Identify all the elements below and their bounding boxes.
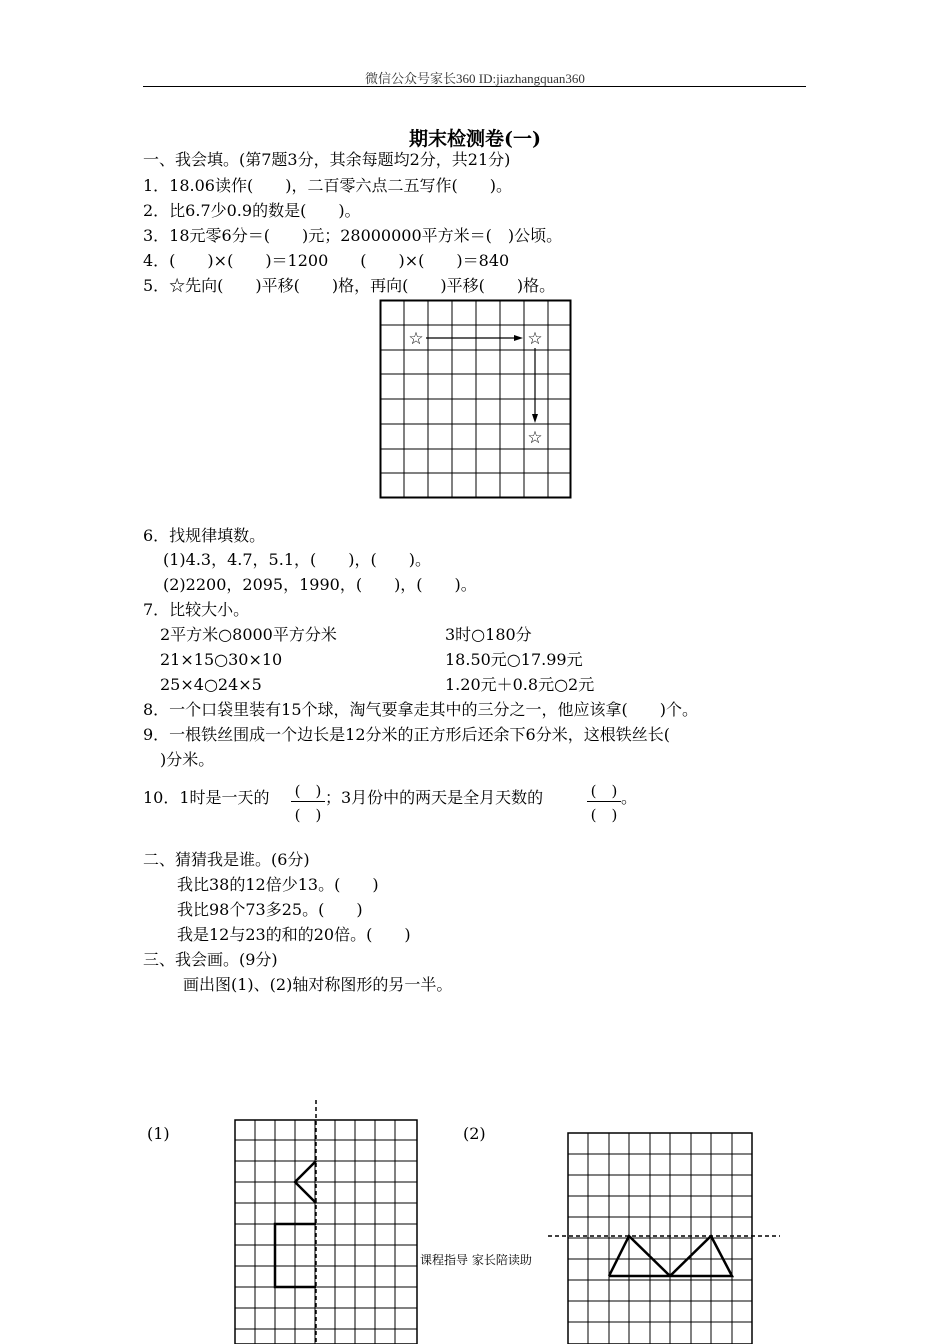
- riddle-item: 我比38的12倍少13。( ): [177, 875, 379, 894]
- question-7: 7．比较大小。: [143, 600, 250, 619]
- symmetry-grid-1: [234, 1100, 424, 1344]
- figure-2-label: (2): [463, 1124, 486, 1143]
- footer-watermark: 课程指导 家长陪读助: [420, 1253, 532, 1267]
- fraction-numerator: ( ): [590, 782, 618, 800]
- question-8: 8．一个口袋里装有15个球，淘气要拿走其中的三分之一，他应该拿( )个。: [143, 700, 699, 719]
- question-6: 6．找规律填数。: [143, 526, 266, 545]
- fraction-numerator: ( ): [294, 782, 322, 800]
- section3-instruction: 画出图(1)、(2)轴对称图形的另一半。: [183, 975, 453, 994]
- question-3: 3．18元零6分＝( )元；28000000平方米＝( )公顷。: [143, 226, 563, 245]
- star-icon: ☆: [527, 329, 543, 349]
- section3-heading: 三、我会画。(9分): [143, 950, 278, 969]
- question-10-c: 。: [621, 788, 638, 807]
- question-9-cont: )分米。: [160, 750, 215, 769]
- question-4: 4．( )×( )＝1200 ( )×( )＝840: [143, 251, 510, 270]
- fraction-denominator: ( ): [590, 806, 618, 824]
- section1-heading: 一、我会填。(第7题3分，其余每题均2分，共21分): [143, 150, 511, 169]
- fraction-denominator: ( ): [294, 806, 322, 824]
- translation-grid: [380, 300, 572, 500]
- page-title: 期末检测卷(一): [409, 128, 541, 150]
- compare-item: 25×4○24×5: [160, 675, 262, 694]
- question-6-1: (1)4.3，4.7，5.1，( )，( )。: [163, 550, 431, 569]
- star-icon: ☆: [408, 329, 424, 349]
- fraction-blank: [587, 780, 621, 826]
- compare-item: 21×15○30×10: [160, 650, 283, 669]
- question-10-b: ；3月份中的两天是全月天数的: [325, 788, 544, 807]
- question-10-a: 10．1时是一天的: [143, 788, 270, 807]
- question-9: 9．一根铁丝围成一个边长是12分米的正方形后还余下6分米，这根铁丝长(: [143, 725, 670, 744]
- compare-item: 2平方米○8000平方分米: [160, 625, 337, 644]
- figure-1-label: (1): [147, 1124, 170, 1143]
- header-source: 微信公众号家长360 ID:jiazhangquan360: [365, 71, 585, 86]
- question-5: 5．☆先向( )平移( )格，再向( )平移( )格。: [143, 276, 556, 295]
- question-1: 1．18.06读作( )，二百零六点二五写作( )。: [143, 176, 512, 195]
- compare-item: 18.50元○17.99元: [445, 650, 583, 669]
- compare-item: 1.20元＋0.8元○2元: [445, 675, 595, 694]
- section2-heading: 二、猜猜我是谁。(6分): [143, 850, 310, 869]
- fraction-blank: [291, 780, 325, 826]
- header-rule: [143, 86, 806, 87]
- symmetry-grid-2: [548, 1130, 780, 1344]
- translation-arrows: [426, 335, 538, 423]
- riddle-item: 我是12与23的和的20倍。( ): [177, 925, 411, 944]
- question-2: 2．比6.7少0.9的数是( )。: [143, 201, 361, 220]
- question-6-2: (2)2200，2095，1990，( )，( )。: [163, 575, 477, 594]
- star-icon: ☆: [527, 428, 543, 448]
- riddle-item: 我比98个73多25。( ): [177, 900, 363, 919]
- compare-item: 3时○180分: [445, 625, 532, 644]
